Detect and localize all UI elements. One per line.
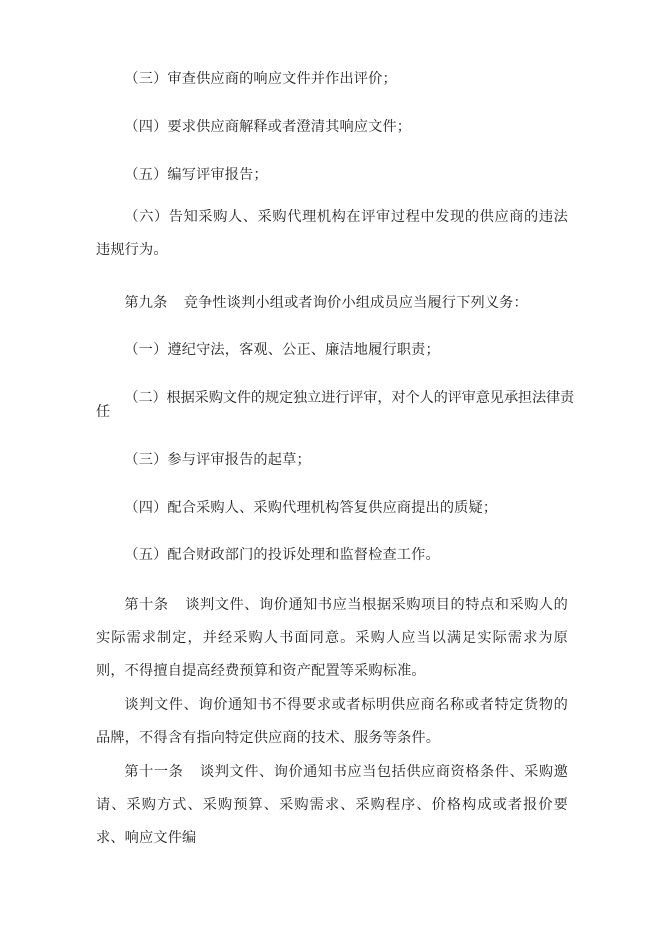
article-11-paragraph	[96, 756, 568, 856]
article-11-text: 谈判文件、询价通知书应当包括供应商资格条件、采购邀请、采购方式、采购预算、采购需求、采购程序、价格构成或者报价要求、响应文件编	[96, 763, 568, 847]
clause-item-8-4: （四）要求供应商解释或者澄清其响应文件；	[124, 118, 412, 135]
clause-item-8-3: （三）审查供应商的响应文件并作出评价；	[124, 71, 397, 87]
clause-item-8-5: （五）编写评审报告；	[124, 166, 268, 183]
article-9-text: 竞争性谈判小组或者询价小组成员应当履行下列义务：	[183, 294, 528, 311]
document-text-body	[96, 71, 574, 856]
article-9-label: 第九条	[124, 294, 168, 311]
article-9-heading	[96, 287, 568, 320]
clause-item-9-5: （五）配合财政部门的投诉处理和监督检查工作。	[124, 547, 440, 564]
article-10-paragraph-2: 谈判文件、询价通知书不得要求或者标明供应商名称或者特定货物的品牌，不得含有指向特定供应商的技术、服务等条件。	[96, 696, 568, 747]
clause-item-9-2: （二）根据采购文件的规定独立进行评审，对个人的评审意见承担法律责任	[96, 389, 574, 421]
article-10-paragraph	[96, 589, 568, 689]
clause-item-9-1: （一）遵纪守法，客观、公正、廉洁地履行职责；	[124, 342, 440, 359]
clause-item-8-6: （六）告知采购人、采购代理机构在评审过程中发现的供应商的违法违规行为。	[96, 208, 568, 259]
article-11-label: 第十一条	[124, 763, 184, 780]
article-10-label: 第十条	[124, 596, 169, 613]
clause-item-9-4: （四）配合采购人、采购代理机构答复供应商提出的质疑；	[124, 499, 498, 516]
article-10-text: 谈判文件、询价通知书应当根据采购项目的特点和采购人的实际需求制定，并经采购人书面同意。采购人应当以满足实际需求为原则，不得擅自提高经费预算和资产配置等采购标准。	[96, 596, 568, 680]
clause-item-9-3: （三）参与评审报告的起草；	[124, 451, 311, 468]
